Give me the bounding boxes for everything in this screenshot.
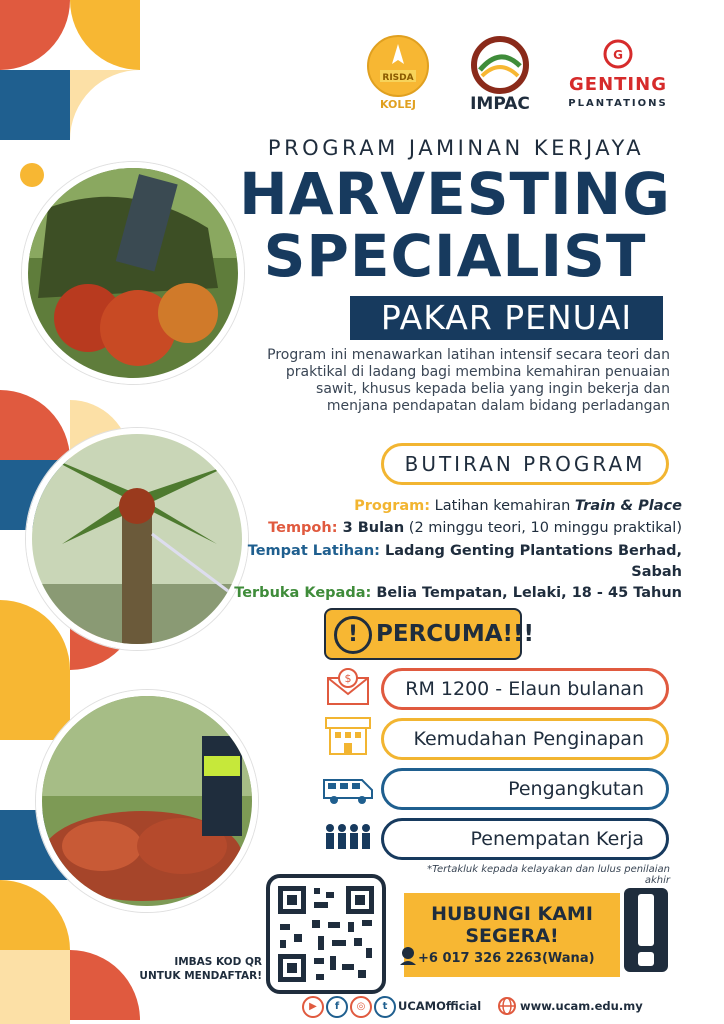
program-subtitle: PROGRAM JAMINAN KERJAYA	[267, 136, 645, 160]
detail-row-terbuka: Terbuka Kepada: Belia Tempatan, Lelaki, 18 - 45 Tahun	[234, 585, 682, 601]
van-icon	[320, 768, 376, 808]
detail-value: (2 minggu teori, 10 minggu praktikal)	[404, 520, 682, 536]
free-text: PERCUMA!!!	[376, 621, 534, 647]
details-heading: BUTIRAN PROGRAM	[381, 443, 669, 485]
headset-icon	[398, 945, 418, 967]
benefit-accommodation	[381, 718, 669, 760]
hostel-icon	[320, 716, 376, 756]
benefit-label: Kemudahan Penginapan	[413, 728, 644, 750]
disclaimer: *Tertakluk kepada kelayakan dan lulus penilaian akhir	[427, 864, 670, 886]
large-exclamation-icon	[624, 888, 668, 972]
title-line-1: HARVESTING	[239, 160, 671, 228]
contact-title	[404, 903, 620, 947]
title-malay-banner: PAKAR PENUAI	[350, 296, 663, 340]
exclamation-icon: !	[334, 616, 372, 654]
contact-phone[interactable]: +6 017 326 2263(Wana)	[418, 951, 595, 966]
genting-plantations-logo	[566, 38, 670, 114]
detail-label: Tempoh	[268, 520, 332, 536]
photo-worker-fruit-pile	[36, 690, 258, 912]
benefit-job-placement	[381, 818, 669, 860]
contact-box	[404, 893, 620, 977]
impac-logo	[450, 36, 550, 114]
detail-row-tempat: Tempat Latihan: Ladang Genting Plantations Berhad,	[247, 543, 682, 559]
risda-caption: KOLEJ	[380, 98, 416, 111]
money-envelope-icon	[320, 666, 376, 706]
photo-palm-fruit-harvest	[22, 162, 244, 384]
detail-value-bold: Sabah	[631, 564, 682, 580]
benefit-transport	[381, 768, 669, 810]
impac-name: IMPAC	[470, 94, 530, 114]
detail-value-bold: Ladang Genting Plantations Berhad,	[379, 543, 682, 559]
detail-value: Latihan kemahiran	[430, 498, 575, 514]
detail-row-tempat-line2	[230, 562, 682, 582]
free-badge	[324, 608, 534, 660]
genting-line2: PLANTATIONS	[568, 98, 668, 109]
qr-caption-line1: IMBAS KOD QR	[174, 956, 262, 968]
twitter-icon[interactable]: t	[374, 996, 396, 1018]
risda-kolej-logo	[362, 34, 434, 114]
svg-text:G: G	[613, 48, 623, 62]
svg-text:RISDA: RISDA	[382, 73, 414, 83]
detail-row-program: Program: Latihan kemahiran Train & Place	[354, 498, 682, 514]
svg-text:$: $	[344, 672, 352, 685]
detail-label: Program	[354, 498, 425, 514]
facebook-icon[interactable]: f	[326, 996, 348, 1018]
detail-label: Tempat Latihan	[247, 543, 375, 559]
workers-icon	[320, 818, 376, 858]
detail-row-tempoh: Tempoh: 3 Bulan (2 minggu teori, 10 minggu praktikal)	[268, 520, 682, 536]
globe-icon	[497, 996, 517, 1016]
social-handle[interactable]: UCAMOfficial	[398, 999, 482, 1013]
benefit-label: Penempatan Kerja	[470, 828, 644, 850]
benefit-allowance	[381, 668, 669, 710]
genting-line1: GENTING	[569, 74, 667, 95]
youtube-icon[interactable]: ▶	[302, 996, 324, 1018]
instagram-icon[interactable]: ◎	[350, 996, 372, 1018]
benefit-label: RM 1200 - Elaun bulanan	[405, 678, 644, 700]
program-intro: Program ini menawarkan latihan intensif secara teori dan praktikal di ladang bagi membina kemahiran penuaian sawit, khusus kepada belia yang ingin bekerja dan menjana pendapatan dalam bidang perladangan	[267, 347, 670, 414]
website-link[interactable]: www.ucam.edu.my	[520, 999, 643, 1013]
qr-caption-line2: UNTUK MENDAFTAR!	[139, 970, 262, 982]
detail-value-bold: Belia Tempatan, Lelaki, 18 - 45 Tahun	[371, 585, 682, 601]
qr-caption	[120, 955, 262, 983]
contact-title-line2: SEGERA!	[465, 925, 559, 947]
qr-code[interactable]	[266, 874, 386, 994]
detail-label: Terbuka Kepada	[234, 585, 366, 601]
detail-value-bold: 3 Bulan	[337, 520, 405, 536]
benefit-label: Pengangkutan	[508, 778, 644, 800]
detail-value-emphasis: Train & Place	[574, 498, 682, 514]
photo-palm-tree	[26, 428, 248, 650]
title-line-2: SPECIALIST	[263, 222, 647, 290]
contact-title-line1: HUBUNGI KAMI	[431, 903, 593, 925]
